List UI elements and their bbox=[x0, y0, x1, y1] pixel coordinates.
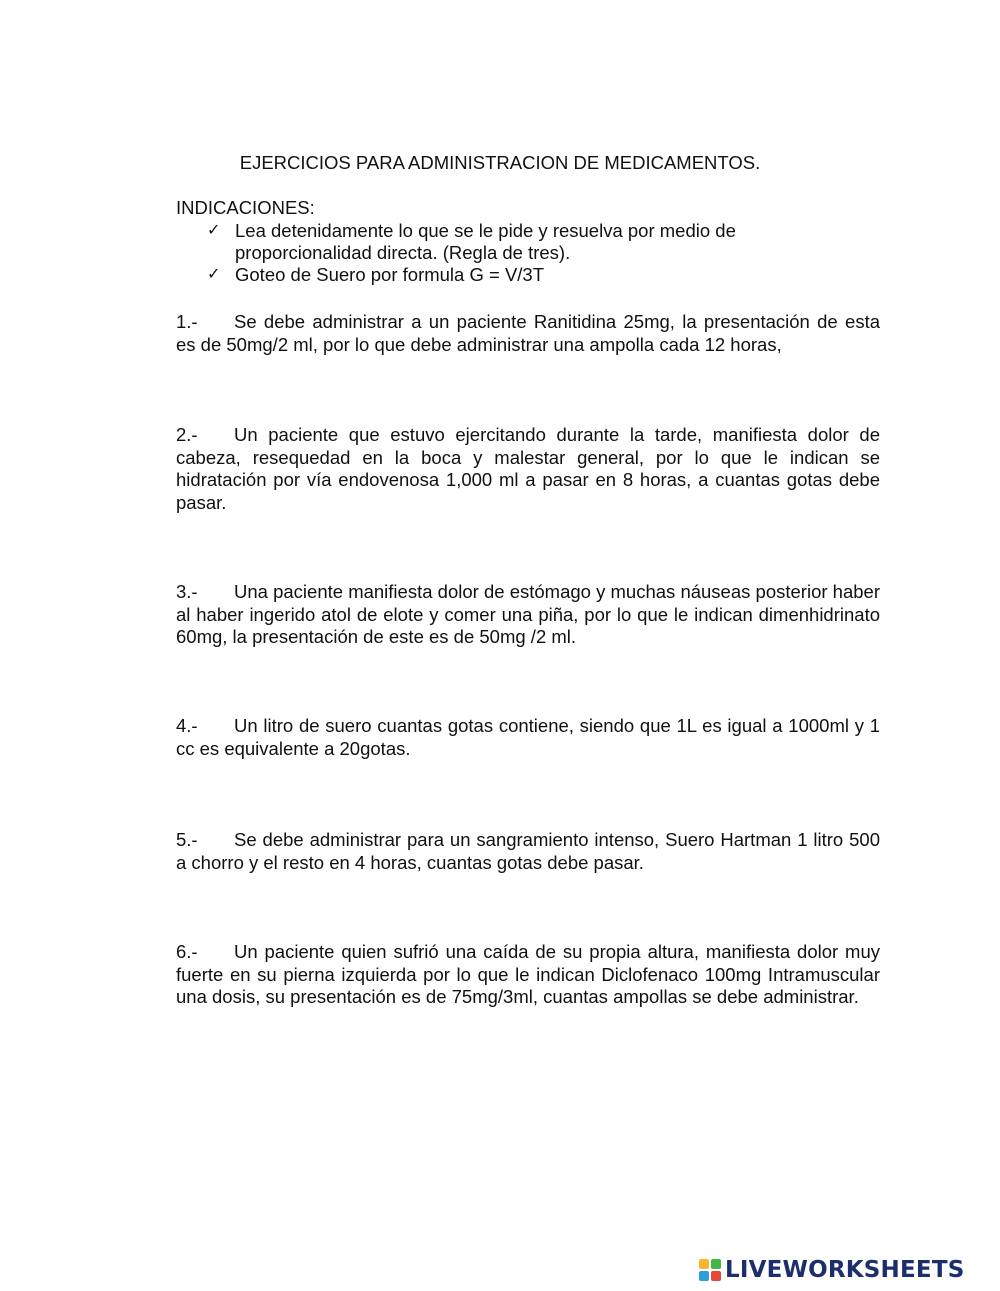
exercise-5 bbox=[176, 829, 880, 874]
exercise-text: Se debe administrar para un sangramiento intenso, Suero Hartman 1 litro 500 a chorro y el resto en 4 horas, cuantas gotas debe pasar. bbox=[176, 829, 880, 873]
liveworksheets-badge-icon bbox=[698, 1258, 722, 1282]
exercise-text: Se debe administrar a un paciente Ranitidina 25mg, la presentación de esta es de 50mg/2 ml, por lo que debe administrar una ampolla cada 12 horas, bbox=[176, 311, 880, 355]
badge-square bbox=[699, 1259, 709, 1269]
indication-text: Lea detenidamente lo que se le pide y resuelva por medio de proporcionalidad directa. (Regla de tres). bbox=[235, 220, 736, 263]
exercise-number: 5.- bbox=[176, 829, 198, 850]
indication-item bbox=[205, 264, 785, 286]
exercise-text: Un paciente quien sufrió una caída de su propia altura, manifiesta dolor muy fuerte en su pierna izquierda por lo que le indican Diclofenaco 100mg Intramuscular una dosis, su presentación es de 75mg/3ml, cuantas ampollas se debe administrar. bbox=[176, 941, 880, 1007]
exercise-2 bbox=[176, 424, 880, 514]
page-title: EJERCICIOS PARA ADMINISTRACION DE MEDICAMENTOS. bbox=[239, 152, 761, 173]
indications-header: INDICACIONES: bbox=[176, 197, 315, 218]
indication-item bbox=[205, 220, 785, 264]
exercise-4 bbox=[176, 715, 880, 760]
exercise-6 bbox=[176, 941, 880, 1009]
exercise-text: Un paciente que estuvo ejercitando durante la tarde, manifiesta dolor de cabeza, resequedad en la boca y malestar general, por lo que le indican se hidratación por vía endovenosa 1,000 ml a pasar en 8 horas, a cuantas gotas debe pasar. bbox=[176, 424, 880, 513]
exercise-3 bbox=[176, 581, 880, 649]
indication-text: Goteo de Suero por formula G = V/3T bbox=[235, 264, 545, 285]
exercise-number: 4.- bbox=[176, 715, 198, 736]
exercise-number: 1.- bbox=[176, 311, 198, 332]
checkmark-icon: ✓ bbox=[207, 222, 221, 239]
exercise-1 bbox=[176, 311, 880, 356]
exercise-number: 3.- bbox=[176, 581, 198, 602]
badge-square bbox=[699, 1271, 709, 1281]
indications-list bbox=[205, 220, 785, 286]
exercise-number: 6.- bbox=[176, 941, 198, 962]
logo-text: LIVEWORKSHEETS bbox=[725, 1257, 965, 1283]
exercise-text: Una paciente manifiesta dolor de estómago y muchas náuseas posterior haber al haber ingerido atol de elote y comer una piña, por lo que le indican dimenhidrinato 60mg, la presentación de este es de 50mg /2 ml. bbox=[176, 581, 880, 647]
liveworksheets-logo[interactable] bbox=[698, 1255, 964, 1285]
exercise-text: Un litro de suero cuantas gotas contiene, siendo que 1L es igual a 1000ml y 1 cc es equivalente a 20gotas. bbox=[176, 715, 880, 759]
checkmark-icon: ✓ bbox=[207, 266, 221, 283]
badge-square bbox=[711, 1271, 721, 1281]
exercise-number: 2.- bbox=[176, 424, 198, 445]
badge-square bbox=[711, 1259, 721, 1269]
